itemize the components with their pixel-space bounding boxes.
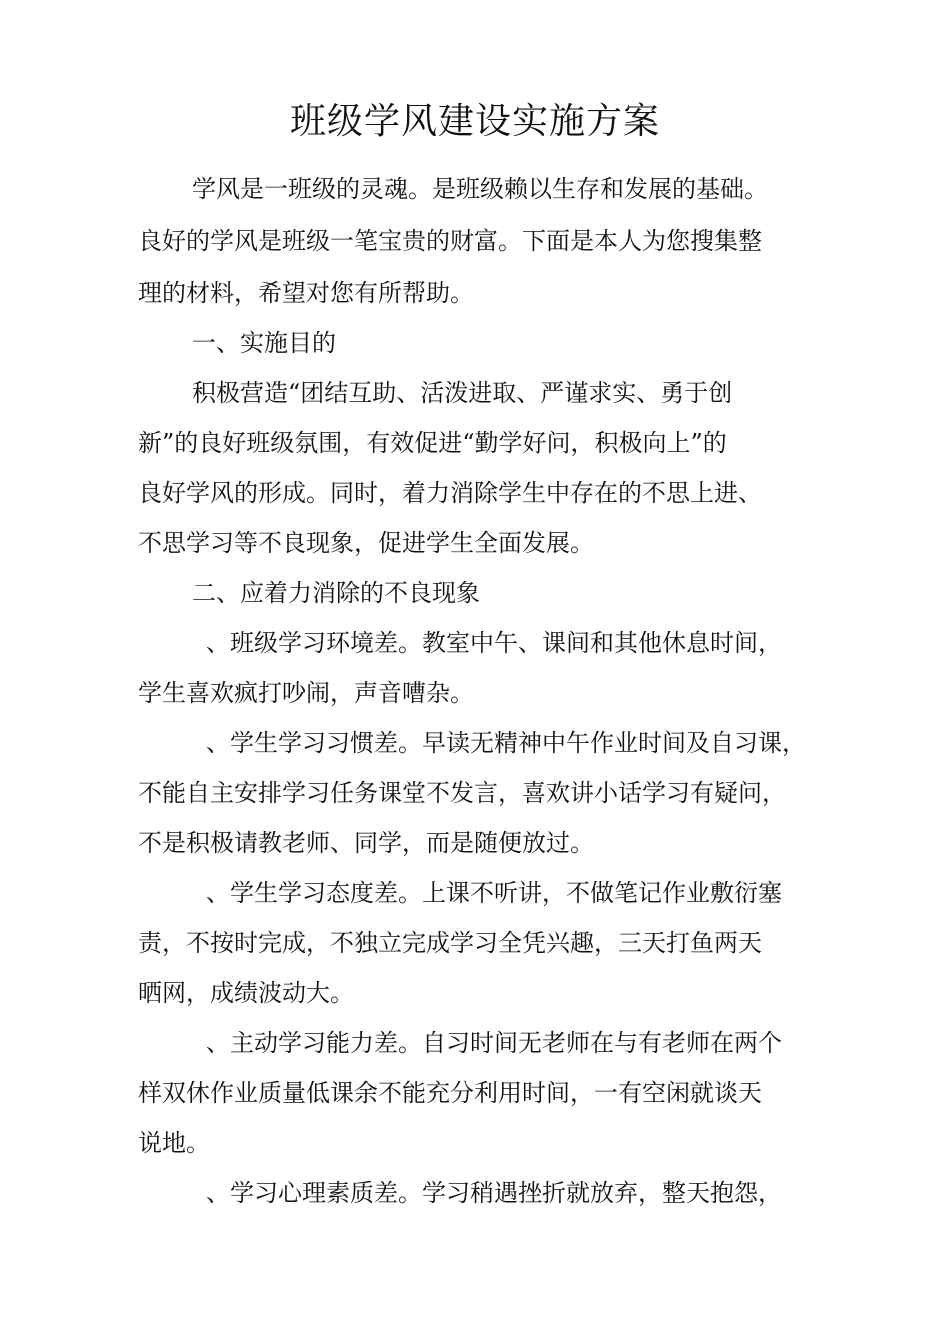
paragraph-line: 说地。 bbox=[138, 1129, 210, 1157]
paragraph-line: 、学习心理素质差。学习稍遇挫折就放弃，整天抱怨， bbox=[206, 1179, 782, 1207]
paragraph-line: 责，不按时完成，不独立完成学习全凭兴趣，三天打鱼两天 bbox=[138, 929, 762, 957]
paragraph-line: 、学生学习态度差。上课不听讲，不做笔记作业敷衍塞 bbox=[206, 879, 782, 907]
paragraph-line: 、班级学习环境差。教室中午、课间和其他休息时间， bbox=[206, 629, 782, 657]
paragraph-line: 积极营造“团结互助、活泼进取、严谨求实、勇于创 bbox=[192, 379, 733, 407]
paragraph-line: 理的材料，希望对您有所帮助。 bbox=[138, 279, 474, 307]
paragraph-line: 晒网，成绩波动大。 bbox=[138, 979, 354, 1007]
paragraph-line: 样双休作业质量低课余不能充分利用时间，一有空闲就谈天 bbox=[138, 1079, 762, 1107]
section-heading: 一、实施目的 bbox=[192, 329, 336, 357]
paragraph-line: 良好学风的形成。同时，着力消除学生中存在的不思上进、 bbox=[138, 479, 762, 507]
paragraph-line: 不思学习等不良现象，促进学生全面发展。 bbox=[138, 529, 594, 557]
document-title: 班级学风建设实施方案 bbox=[289, 101, 660, 142]
paragraph-line: 良好的学风是班级一笔宝贵的财富。下面是本人为您搜集整 bbox=[138, 227, 762, 255]
paragraph-line: 、主动学习能力差。自习时间无老师在与有老师在两个 bbox=[206, 1029, 782, 1057]
paragraph-line: 不能自主安排学习任务课堂不发言，喜欢讲小话学习有疑问， bbox=[138, 779, 786, 807]
paragraph-line: 学风是一班级的灵魂。是班级赖以生存和发展的基础。 bbox=[192, 175, 768, 203]
section-heading: 二、应着力消除的不良现象 bbox=[192, 579, 480, 607]
paragraph-line: 新”的良好班级氛围，有效促进“勤学好问，积极向上”的 bbox=[138, 429, 727, 457]
paragraph-line: 不是积极请教老师、同学，而是随便放过。 bbox=[138, 829, 594, 857]
paragraph-line: 、学生学习习惯差。早读无精神中午作业时间及自习课， bbox=[206, 729, 806, 757]
paragraph-line: 学生喜欢疯打吵闹，声音嘈杂。 bbox=[138, 679, 474, 707]
